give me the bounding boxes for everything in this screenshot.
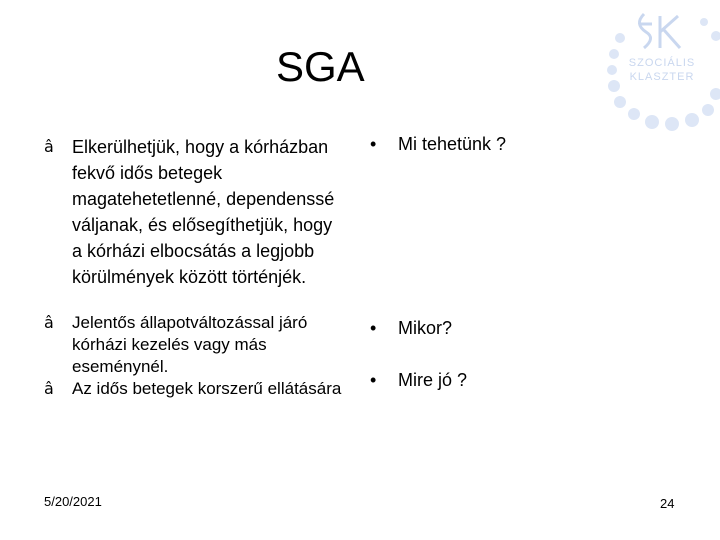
cluster-logo — [604, 2, 720, 132]
arrow-bullet-icon: â — [44, 137, 54, 156]
right-bullet-2-text: Mikor? — [398, 318, 453, 338]
slide-title: SGA — [276, 43, 365, 90]
left-bullet-list — [42, 134, 342, 400]
slide-number: 24 — [660, 496, 675, 511]
right-bullet-1-text: Mi tehetünk ? — [398, 134, 507, 154]
dot-bullet-icon: • — [370, 370, 377, 390]
right-bullet-3-text: Mire jó ? — [398, 370, 468, 390]
dot-bullet-icon: • — [370, 318, 377, 338]
arrow-bullet-icon: â — [44, 379, 54, 398]
right-bullet-3 — [370, 368, 467, 392]
left-bullet-3 — [42, 378, 342, 400]
left-bullet-1-text: Elkerülhetjük, hogy a kórházban fekvő idős betegek magatehetetlenné, dependenssé váljanak, és elősegíthetjük, hogy a kórházi elbocsátás a legjobb körülmények között történjék. — [72, 137, 335, 287]
arrow-bullet-icon: â — [44, 313, 54, 332]
right-bullet-2 — [370, 316, 452, 340]
left-bullet-3-text: Az idős betegek korszerű ellátására — [72, 379, 342, 398]
right-bullet-1 — [370, 132, 506, 156]
logo-mark — [639, 14, 680, 48]
left-bullet-2-text: Jelentős állapotváltozással járó kórházi kezelés vagy más eseménynél. — [72, 313, 308, 376]
left-bullet-2 — [42, 312, 342, 378]
logo-text-bottom: KLASZTER — [629, 71, 695, 83]
footer-date: 5/20/2021 — [44, 494, 102, 509]
logo-text-top: SZOCIÁLIS — [628, 57, 696, 69]
left-bullet-1 — [42, 134, 342, 290]
dot-bullet-icon: • — [370, 134, 377, 154]
